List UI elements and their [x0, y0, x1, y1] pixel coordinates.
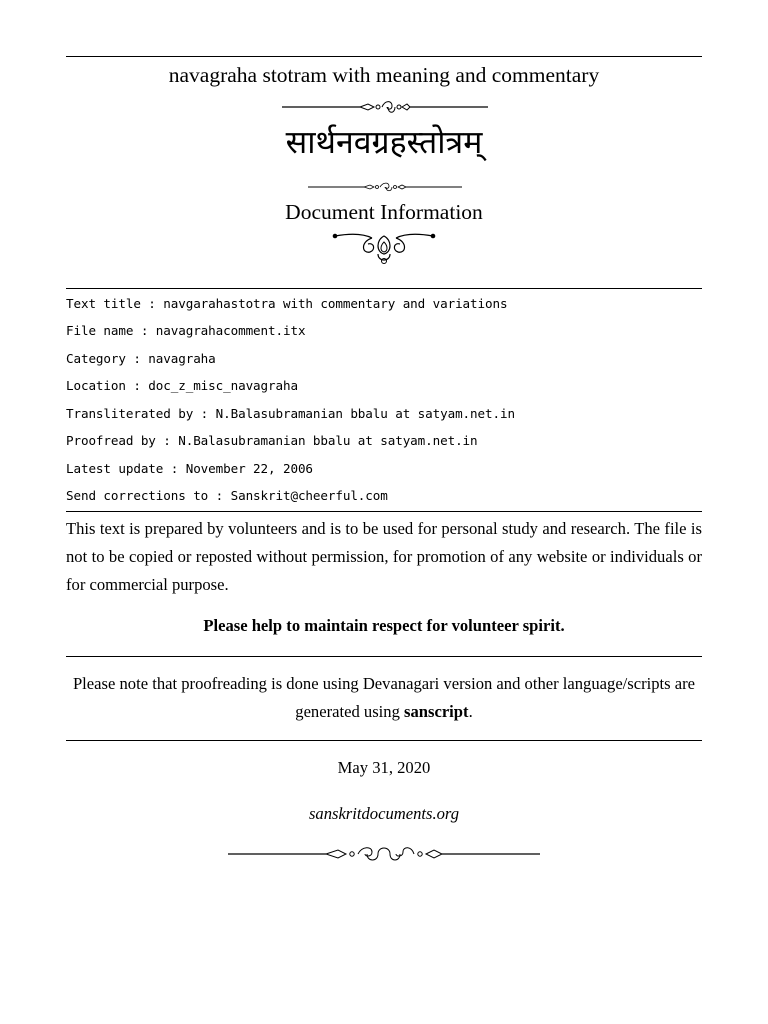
info-latest-update: Latest update : November 22, 2006: [66, 461, 313, 476]
top-rule: [66, 56, 702, 57]
proofreading-text: Please note that proofreading is done using Devanagari version and other language/scripts are generated using: [72, 674, 696, 721]
proofreading-bottom-rule: [66, 740, 702, 741]
info-category: Category : navagraha: [66, 351, 216, 366]
info-bottom-rule: [66, 511, 702, 512]
info-location: Location : doc_z_misc_navagraha: [66, 378, 298, 393]
info-file-name: File name : navagrahacomment.itx: [66, 323, 306, 338]
fleuron-ornament-icon: [332, 224, 436, 266]
devanagari-title: सार्थनवग्रहस्तोत्रम्: [285, 123, 483, 161]
footer-ornament-icon: [228, 844, 540, 864]
footer-date: May 31, 2020: [337, 758, 431, 777]
proofreading-top-rule: [66, 656, 702, 657]
footer-site: sanskritdocuments.org: [308, 804, 460, 823]
proofreading-period: .: [468, 702, 473, 721]
notice-paragraph: This text is prepared by volunteers and is to be used for personal study and research. The file is not to be copied or reposted without permission, for promotion of any website or individuals or for commercial purpose.: [66, 519, 702, 594]
info-text-title: Text title : navgarahastotra with commentary and variations: [66, 296, 508, 311]
page-title: navagraha stotram with meaning and commentary: [168, 63, 600, 87]
small-ornament-icon: [308, 180, 462, 194]
section-heading: Document Information: [285, 200, 483, 224]
proofreading-note: [66, 670, 702, 726]
info-proofread-by: Proofread by : N.Balasubramanian bbalu at satyam.net.in: [66, 433, 478, 448]
info-send-corrections: Send corrections to : Sanskrit@cheerful.com: [66, 488, 388, 503]
info-transliterated-by: Transliterated by : N.Balasubramanian bbalu at satyam.net.in: [66, 406, 515, 421]
ornament-divider-icon: [282, 97, 488, 117]
notice-emphasis: Please help to maintain respect for volunteer spirit.: [203, 616, 565, 635]
info-top-rule: [66, 288, 702, 289]
sanscript-word: sanscript: [404, 702, 469, 721]
